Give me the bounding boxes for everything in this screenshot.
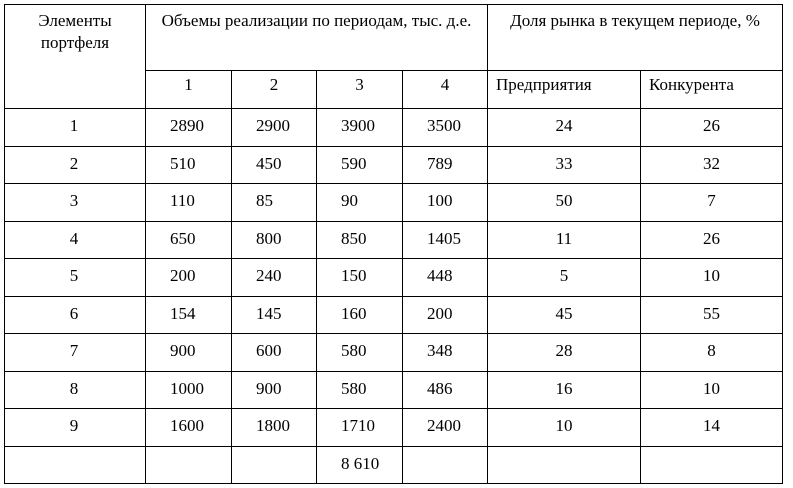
period-1-cell: 900 (146, 334, 232, 372)
table-row (5, 371, 783, 409)
enterprise-share-cell: 24 (488, 109, 641, 147)
period-4-cell: 2400 (403, 409, 488, 447)
header-period-1: 1 (146, 71, 232, 109)
header-volumes: Объемы реализации по периодам, тыс. д.е. (146, 5, 488, 71)
table-row (5, 296, 783, 334)
total-empty-cell (488, 446, 641, 484)
period-4-cell: 100 (403, 184, 488, 222)
total-empty-cell (403, 446, 488, 484)
portfolio-table (4, 4, 783, 484)
enterprise-share-cell: 33 (488, 146, 641, 184)
period-1-cell: 1000 (146, 371, 232, 409)
element-cell: 8 (5, 371, 146, 409)
period-4-cell: 448 (403, 259, 488, 297)
period-2-cell: 85 (232, 184, 317, 222)
competitor-share-cell: 32 (641, 146, 783, 184)
period-4-cell: 3500 (403, 109, 488, 147)
table-row (5, 334, 783, 372)
header-competitor: Конкурента (641, 71, 783, 109)
period-3-cell: 1710 (317, 409, 403, 447)
header-market-share: Доля рынка в текущем периоде, % (488, 5, 783, 71)
competitor-share-cell: 10 (641, 259, 783, 297)
element-cell: 4 (5, 221, 146, 259)
competitor-share-cell: 10 (641, 371, 783, 409)
enterprise-share-cell: 10 (488, 409, 641, 447)
enterprise-share-cell: 28 (488, 334, 641, 372)
total-empty-cell (5, 446, 146, 484)
element-cell: 9 (5, 409, 146, 447)
period-3-cell: 580 (317, 334, 403, 372)
enterprise-share-cell: 50 (488, 184, 641, 222)
period-1-cell: 110 (146, 184, 232, 222)
enterprise-share-cell: 45 (488, 296, 641, 334)
period-2-cell: 450 (232, 146, 317, 184)
element-cell: 2 (5, 146, 146, 184)
header-elements: Элементы портфеля (5, 5, 146, 109)
total-row (5, 446, 783, 484)
element-cell: 3 (5, 184, 146, 222)
period-3-cell: 3900 (317, 109, 403, 147)
period-1-cell: 200 (146, 259, 232, 297)
total-empty-cell (232, 446, 317, 484)
period-1-cell: 510 (146, 146, 232, 184)
period-2-cell: 1800 (232, 409, 317, 447)
period-2-cell: 900 (232, 371, 317, 409)
header-row-1 (5, 5, 783, 71)
header-period-3: 3 (317, 71, 403, 109)
element-cell: 7 (5, 334, 146, 372)
period-2-cell: 2900 (232, 109, 317, 147)
table-row (5, 109, 783, 147)
period-2-cell: 240 (232, 259, 317, 297)
element-cell: 6 (5, 296, 146, 334)
period-3-cell: 90 (317, 184, 403, 222)
competitor-share-cell: 55 (641, 296, 783, 334)
total-empty-cell (146, 446, 232, 484)
header-enterprise: Предприятия (488, 71, 641, 109)
period-3-cell: 590 (317, 146, 403, 184)
competitor-share-cell: 26 (641, 109, 783, 147)
element-cell: 1 (5, 109, 146, 147)
period-2-cell: 145 (232, 296, 317, 334)
competitor-share-cell: 7 (641, 184, 783, 222)
table-row (5, 409, 783, 447)
period-3-cell: 150 (317, 259, 403, 297)
enterprise-share-cell: 5 (488, 259, 641, 297)
period-4-cell: 200 (403, 296, 488, 334)
competitor-share-cell: 26 (641, 221, 783, 259)
enterprise-share-cell: 16 (488, 371, 641, 409)
table-row (5, 221, 783, 259)
period-3-cell: 160 (317, 296, 403, 334)
table-row (5, 259, 783, 297)
period-1-cell: 154 (146, 296, 232, 334)
table-row (5, 146, 783, 184)
period-2-cell: 600 (232, 334, 317, 372)
period-4-cell: 1405 (403, 221, 488, 259)
period-4-cell: 486 (403, 371, 488, 409)
competitor-share-cell: 8 (641, 334, 783, 372)
period-3-cell: 850 (317, 221, 403, 259)
period-1-cell: 650 (146, 221, 232, 259)
total-period-3-cell: 8 610 (317, 446, 403, 484)
period-1-cell: 1600 (146, 409, 232, 447)
period-3-cell: 580 (317, 371, 403, 409)
period-4-cell: 789 (403, 146, 488, 184)
total-empty-cell (641, 446, 783, 484)
period-2-cell: 800 (232, 221, 317, 259)
enterprise-share-cell: 11 (488, 221, 641, 259)
period-1-cell: 2890 (146, 109, 232, 147)
header-period-2: 2 (232, 71, 317, 109)
table-row (5, 184, 783, 222)
period-4-cell: 348 (403, 334, 488, 372)
competitor-share-cell: 14 (641, 409, 783, 447)
element-cell: 5 (5, 259, 146, 297)
header-period-4: 4 (403, 71, 488, 109)
